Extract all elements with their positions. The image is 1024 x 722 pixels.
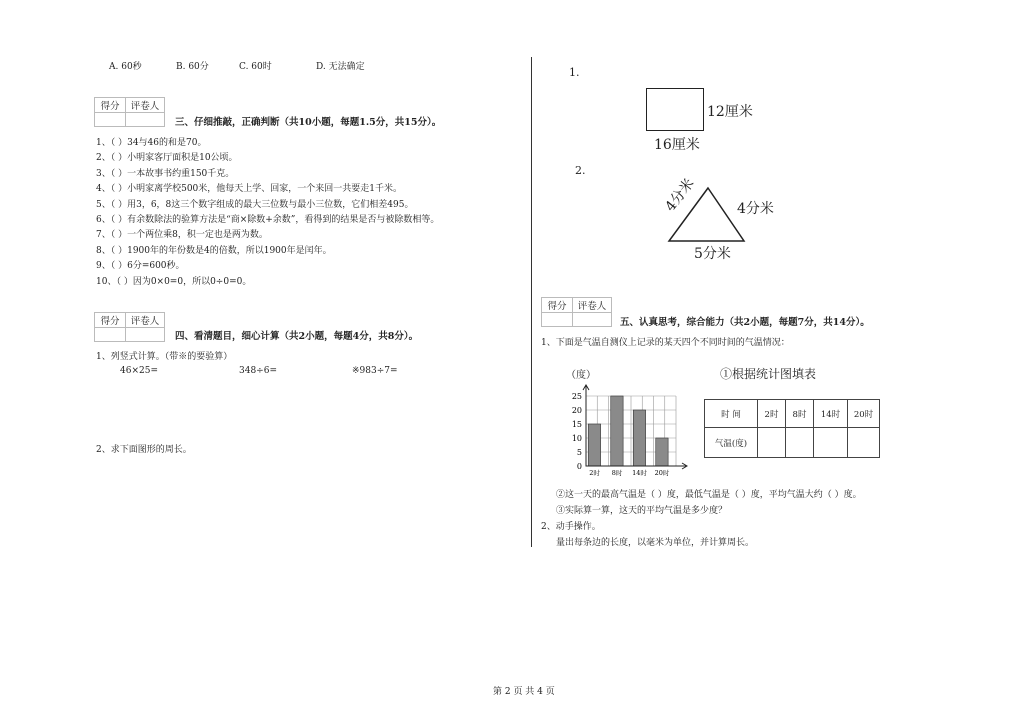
score-box	[94, 97, 165, 127]
temperature-bar-chart	[558, 380, 688, 482]
section5-q2-desc: 量出每条边的长度，以毫米为单位，并计算周长。	[556, 538, 755, 548]
section4-q1: 1、列竖式计算。（带※的要验算）	[96, 352, 233, 362]
section4-q2: 2、求下面图形的周长。	[96, 445, 192, 455]
bar-2时	[588, 424, 600, 466]
triangle-right-label: 4分米	[737, 201, 774, 217]
option-d: D. 无法确定	[316, 62, 365, 72]
task1-label: ①根据统计图填表	[720, 367, 817, 381]
section5-title: 五、认真思考，综合能力（共2小题，每题7分，共14分）。	[620, 317, 870, 328]
grader-label: 评卷人	[573, 298, 612, 313]
bar-8时	[611, 396, 623, 466]
judgment-item: 3、（ ）一本故事书约重150千克。	[96, 168, 235, 179]
score-label: 得分	[95, 313, 126, 328]
triangle-left-label: 4分米	[662, 175, 698, 215]
option-c: C. 60时	[239, 62, 272, 72]
option-b: B. 60分	[176, 62, 209, 72]
score-label: 得分	[542, 298, 573, 313]
bar-14时	[633, 410, 645, 466]
rect-height-label: 12厘米	[707, 104, 753, 120]
score-box	[94, 312, 165, 342]
calc-3: ※983÷7=	[352, 366, 398, 376]
score-label: 得分	[95, 98, 126, 113]
y-tick-label: 10	[571, 434, 582, 443]
section3-title: 三、仔细推敲，正确判断（共10小题，每题1.5分，共15分）。	[175, 117, 442, 128]
calc-1: 46×25=	[120, 366, 158, 376]
rect-width-label: 16厘米	[654, 137, 700, 153]
y-tick-label: 0	[576, 462, 582, 471]
y-tick-label: 15	[571, 420, 582, 429]
x-tick-label: 20时	[654, 469, 670, 477]
y-tick-label: 20	[571, 406, 582, 415]
table-header-20h: 20时	[848, 400, 880, 428]
table-row-temp-label: 气温(度)	[705, 428, 758, 458]
x-tick-label: 14时	[632, 469, 647, 477]
task2: ②这一天的最高气温是（ ）度，最低气温是（ ）度，平均气温大约（ ）度。	[556, 490, 862, 500]
score-box	[541, 297, 612, 327]
judgment-item: 7、（ ）一个两位乘8，积一定也是两为数。	[96, 230, 268, 241]
y-tick-label: 25	[571, 392, 582, 401]
judgment-item: 1、（ ）34与46的和是70。	[96, 138, 207, 148]
grader-label: 评卷人	[126, 313, 165, 328]
option-a: A. 60秒	[109, 62, 142, 72]
judgment-item: 4、（ ）小明家离学校500米，他每天上学、回家，一个来回一共要走1千米。	[96, 184, 402, 195]
judgment-item: 5、（ ）用3，6，8这三个数字组成的最大三位数与最小三位数，它们相差495。	[96, 199, 414, 210]
figure1-number: 1.	[569, 66, 580, 79]
x-tick-label: 8时	[611, 469, 623, 477]
y-tick-label: 5	[576, 448, 582, 457]
table-header-time: 时 间	[705, 400, 758, 428]
chart-ylabel: （度）	[566, 370, 596, 381]
judgment-item: 2、（ ）小明家客厅面积是10公顷。	[96, 153, 238, 164]
task3: ③实际算一算，这天的平均气温是多少度？	[556, 506, 728, 516]
table-header-8h: 8时	[786, 400, 814, 428]
judgment-item: 9、（ ）6分=600秒。	[96, 261, 185, 272]
calc-2: 348÷6=	[239, 366, 277, 376]
judgment-item: 10、（ ）因为0×0=0，所以0÷0=0。	[96, 276, 252, 287]
figure2-number: 2.	[575, 164, 586, 177]
rectangle-shape	[646, 88, 704, 131]
bar-20时	[656, 438, 668, 466]
page-footer: 第 2 页 共 4 页	[493, 687, 555, 697]
x-tick-label: 2时	[589, 469, 600, 477]
judgment-item: 8、（ ）1900年的年份数是4的倍数，所以1900年是闰年。	[96, 245, 332, 256]
table-header-2h: 2时	[758, 400, 786, 428]
column-divider	[531, 57, 532, 547]
table-header-14h: 14时	[814, 400, 848, 428]
temperature-table	[704, 399, 880, 458]
section5-q1: 1、下面是气温自测仪上记录的某天四个不同时间的气温情况：	[541, 338, 790, 348]
triangle-bottom-label: 5分米	[694, 246, 731, 262]
section4-title: 四、看清题目，细心计算（共2小题，每题4分，共8分）。	[175, 331, 419, 342]
grader-label: 评卷人	[126, 98, 165, 113]
section5-q2: 2、动手操作。	[541, 522, 601, 532]
judgment-item: 6、（ ）有余数除法的验算方法是“商×除数+余数”，看得到的结果是否与被除数相等。	[96, 215, 440, 225]
